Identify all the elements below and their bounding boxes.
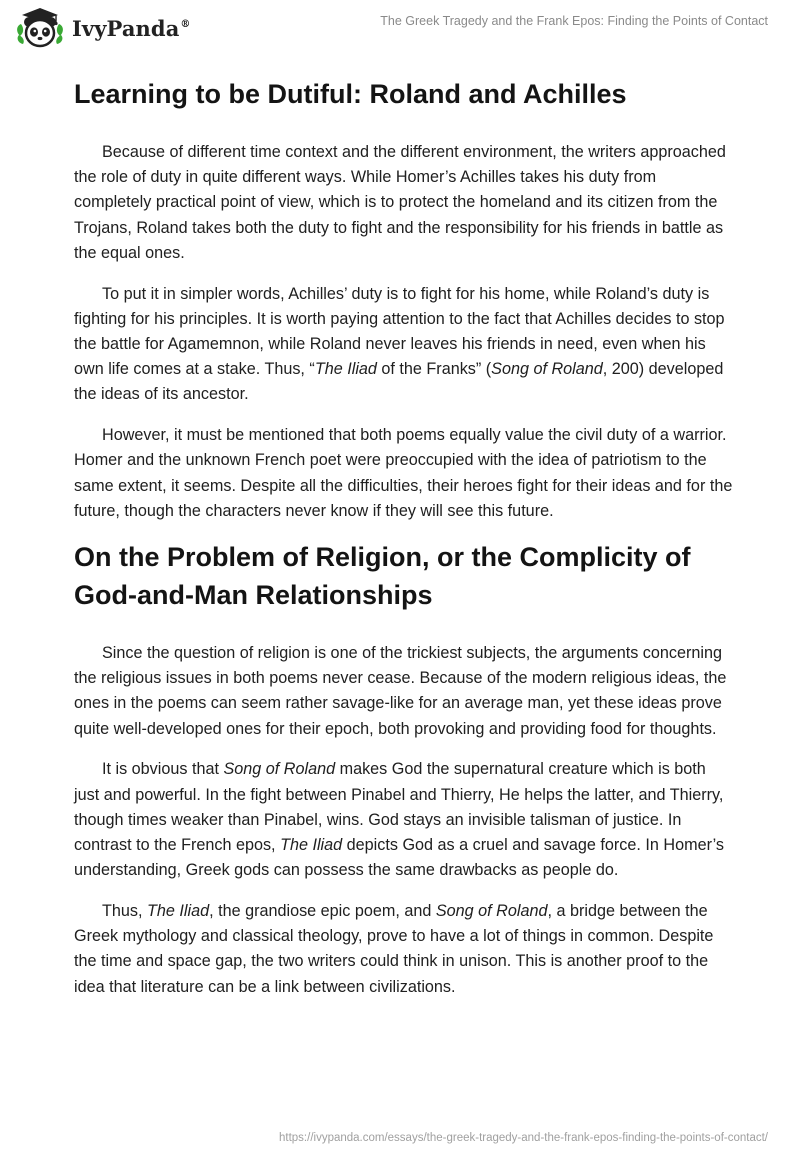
italic-title: Song of Roland bbox=[223, 760, 336, 779]
registered-mark: ® bbox=[180, 18, 191, 30]
italic-title: Song of Roland bbox=[435, 902, 548, 921]
essay-body bbox=[74, 72, 734, 1000]
paragraph: However, it must be mentioned that both poems equally value the civil duty of a warrior. Homer and the unknown French poet were preoccupied with the idea of patriotism to the same extent, it seems. Despite all the difficulties, their heroes fight for their ideas and for the future, though the characters never know if they will see this future. bbox=[74, 426, 733, 520]
page-header bbox=[0, 0, 800, 60]
paragraph: Since the question of religion is one of the trickiest subjects, the arguments concerning the religious issues in both poems never cease. Because of the modern religious ideas, the ones in the poems can seem rather savage-like for an average man, yet these ideas prove quite well-developed ones for their epoch, both provoking and providing food for thoughts. bbox=[74, 644, 727, 738]
paragraph: To put it in simpler words, Achilles’ duty is to fight for his home, while Roland’s duty is fighting for his principles. It is worth paying attention to the fact that Achilles decides to stop the battle for Agamemnon, while Roland never leaves his friends in need, even when his own life comes at a stake. Thus, “The Iliad of the Franks” (Song of Roland, 200) developed the ideas of its ancestor. bbox=[74, 284, 725, 404]
paragraph: Thus, The Iliad, the grandiose epic poem, and Song of Roland, a bridge between the Greek mythology and classical theology, prove to have a lot of things in common. Despite the time and space gap, the two writers could think in unison. This is another proof to the idea that literature can be a link between civilizations. bbox=[74, 902, 714, 996]
section-duty bbox=[74, 75, 734, 524]
panda-graduate-icon bbox=[14, 6, 66, 50]
paragraph: Because of different time context and the different environment, the writers approached the role of duty in quite different ways. While Homer’s Achilles takes his duty from completely practical point of view, which is to protect the homeland and its citizen from the Trojans, Roland takes both the duty to fight and the responsibility for his friends in battle as the equal ones. bbox=[74, 143, 726, 262]
source-url[interactable]: https://ivypanda.com/essays/the-greek-tragedy-and-the-frank-epos-finding-the-points-of-contact/ bbox=[279, 1132, 768, 1144]
brand-name: IvyPanda® bbox=[72, 15, 191, 41]
section-religion bbox=[74, 538, 734, 1000]
ivypanda-logo[interactable] bbox=[14, 6, 191, 50]
italic-title: The Iliad bbox=[146, 902, 210, 921]
italic-title: The Iliad bbox=[280, 836, 343, 855]
section-heading: Learning to be Dutiful: Roland and Achilles bbox=[74, 79, 627, 109]
document-title: The Greek Tragedy and the Frank Epos: Finding the Points of Contact bbox=[380, 14, 768, 28]
italic-title: The Iliad bbox=[314, 360, 377, 379]
italic-title: Song of Roland bbox=[491, 360, 603, 379]
paragraph: It is obvious that Song of Roland makes God the supernatural creature which is both just and powerful. In the fight between Pinabel and Thierry, He helps the latter, and Thierry, though times weaker than Pinabel, wins. God stays an invisible talisman of justice. In contrast to the French epos, The Iliad depicts God as a cruel and savage force. In Homer’s understanding, Greek gods can possess the same drawbacks as people do. bbox=[74, 760, 724, 880]
section-heading: On the Problem of Religion, or the Complicity of God-and-Man Relationships bbox=[74, 542, 691, 611]
